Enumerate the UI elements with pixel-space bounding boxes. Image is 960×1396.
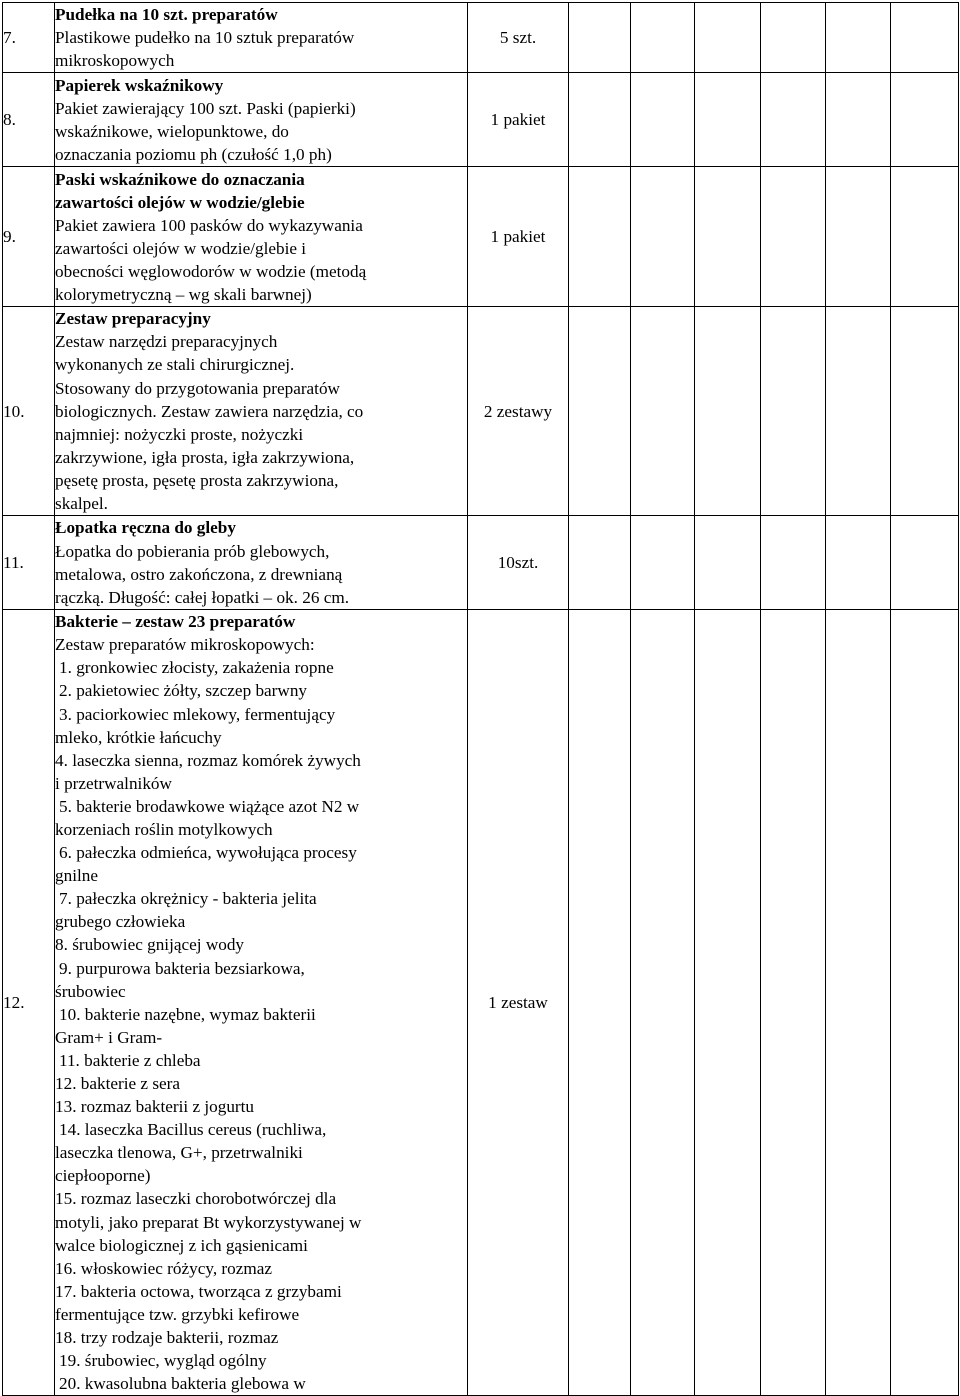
empty-cell: [761, 3, 826, 73]
item-description-line: ciepłooporne): [55, 1166, 151, 1186]
item-description-line: 4. laseczka sienna, rozmaz komórek żywych: [55, 750, 361, 770]
table-row: [3, 610, 959, 1396]
item-description-line: Zestaw narzędzi preparacyjnych: [55, 332, 278, 352]
empty-cell: [826, 167, 891, 307]
items-table: [2, 2, 959, 1396]
item-description-line: i przetrwalników: [55, 773, 172, 793]
item-description-line: wykonanych ze stali chirurgicznej.: [55, 355, 295, 375]
item-description: [55, 3, 468, 73]
item-description-line: 6. pałeczka odmieńca, wywołująca procesy: [59, 843, 357, 863]
item-description-line: 10. bakterie nazębne, wymaz bakterii: [59, 1004, 316, 1024]
item-quantity: 5 szt.: [468, 3, 569, 73]
empty-cell: [695, 307, 761, 516]
item-description-line: 19. śrubowiec, wygląd ogólny: [59, 1351, 267, 1371]
table-row: [3, 167, 959, 307]
empty-cell: [761, 73, 826, 167]
item-description-line: mikroskopowych: [55, 51, 175, 71]
item-description-line: oznaczania poziomu ph (czułość 1,0 ph): [55, 144, 332, 164]
item-quantity: 1 zestaw: [468, 610, 569, 1396]
item-description-line: 17. bakteria octowa, tworząca z grzybami: [55, 1281, 342, 1301]
row-number: 9.: [3, 167, 55, 307]
item-description-line: 14. laseczka Bacillus cereus (ruchliwa,: [59, 1120, 327, 1140]
empty-cell: [695, 516, 761, 610]
item-description-line: gnilne: [55, 866, 98, 886]
item-title: Łopatka ręczna do gleby: [55, 518, 236, 538]
item-description-line: Gram+ i Gram-: [55, 1027, 163, 1047]
items-table-body: [3, 3, 959, 1396]
empty-cell: [695, 610, 761, 1396]
item-quantity: 2 zestawy: [468, 307, 569, 516]
empty-cell: [569, 610, 631, 1396]
item-description-line: 13. rozmaz bakterii z jogurtu: [55, 1097, 255, 1117]
empty-cell: [826, 73, 891, 167]
item-description: [55, 167, 468, 307]
item-description: [55, 516, 468, 610]
table-row: [3, 307, 959, 516]
item-description-line: 18. trzy rodzaje bakterii, rozmaz: [55, 1328, 279, 1348]
empty-cell: [695, 73, 761, 167]
item-description-line: 2. pakietowiec żółty, szczep barwny: [59, 681, 308, 701]
item-description-line: 7. pałeczka okrężnicy - bakteria jelita: [59, 889, 317, 909]
item-description-line: grubego człowieka: [55, 912, 186, 932]
item-description-line: zawartości olejów w wodzie/glebie i: [55, 238, 307, 258]
item-description-line: kolorymetryczną – wg skali barwnej): [55, 284, 312, 304]
row-number: 10.: [3, 307, 55, 516]
empty-cell: [569, 516, 631, 610]
item-description-line: pęsetę prosta, pęsetę prosta zakrzywiona,: [55, 470, 339, 490]
item-description-line: mleko, krótkie łańcuchy: [55, 727, 222, 747]
item-description-line: metalowa, ostro zakończona, z drewnianą: [55, 564, 343, 584]
item-description-line: 1. gronkowiec złocisty, zakażenia ropne: [59, 658, 334, 678]
empty-cell: [761, 516, 826, 610]
empty-cell: [631, 610, 695, 1396]
empty-cell: [569, 73, 631, 167]
item-title: Papierek wskaźnikowy: [55, 75, 224, 95]
item-description-line: najmniej: nożyczki proste, nożyczki: [55, 424, 304, 444]
item-description-line: Stosowany do przygotowania preparatów: [55, 378, 340, 398]
item-description-line: zakrzywione, igła prosta, igła zakrzywiona,: [55, 447, 355, 467]
empty-cell: [569, 307, 631, 516]
item-description-line: 5. bakterie brodawkowe wiążące azot N2 w: [59, 796, 360, 816]
item-description-line: laseczka tlenowa, G+, przetrwalniki: [55, 1143, 303, 1163]
table-row: [3, 3, 959, 73]
item-description-line: 12. bakterie z sera: [55, 1074, 181, 1093]
item-description-line: skalpel.: [55, 494, 108, 514]
item-description-line: 11. bakterie z chleba: [59, 1050, 201, 1070]
item-description-line: 8. śrubowiec gnijącej wody: [55, 935, 245, 955]
row-number: 11.: [3, 516, 55, 610]
empty-cell: [695, 167, 761, 307]
item-description-line: Pakiet zawierający 100 szt. Paski (papierki): [55, 98, 356, 118]
empty-cell: [631, 516, 695, 610]
item-description-line: biologicznych. Zestaw zawiera narzędzia, co: [55, 401, 364, 421]
empty-cell: [761, 167, 826, 307]
empty-cell: [826, 307, 891, 516]
item-description-line: Zestaw preparatów mikroskopowych:: [55, 635, 315, 655]
item-description: [55, 73, 468, 167]
item-title-line: Paski wskaźnikowe do oznaczania: [55, 169, 305, 189]
empty-cell: [891, 516, 959, 610]
item-description-line: obecności węglowodorów w wodzie (metodą: [55, 261, 367, 281]
item-description-line: wskaźnikowe, wielopunktowe, do: [55, 121, 289, 141]
empty-cell: [631, 167, 695, 307]
item-description-line: walce biologicznej z ich gąsienicami: [55, 1235, 308, 1255]
item-description-line: 16. włoskowiec różycy, rozmaz: [55, 1258, 272, 1278]
item-description-line: śrubowiec: [55, 981, 126, 1001]
item-title: Bakterie – zestaw 23 preparatów: [55, 612, 296, 632]
empty-cell: [826, 516, 891, 610]
empty-cell: [631, 3, 695, 73]
empty-cell: [891, 3, 959, 73]
row-number: 8.: [3, 73, 55, 167]
table-row: [3, 516, 959, 610]
empty-cell: [761, 307, 826, 516]
empty-cell: [891, 73, 959, 167]
empty-cell: [631, 307, 695, 516]
item-description-line: 3. paciorkowiec mlekowy, fermentujący: [59, 704, 336, 724]
row-number: 12.: [3, 610, 55, 1396]
item-description-line: 20. kwasolubna bakteria glebowa w: [59, 1374, 306, 1394]
item-quantity: 1 pakiet: [468, 167, 569, 307]
empty-cell: [761, 610, 826, 1396]
empty-cell: [891, 610, 959, 1396]
table-row: [3, 73, 959, 167]
empty-cell: [631, 73, 695, 167]
empty-cell: [891, 307, 959, 516]
item-description-line: 15. rozmaz laseczki chorobotwórczej dla: [55, 1189, 337, 1209]
item-title-line: zawartości olejów w wodzie/glebie: [55, 192, 305, 212]
item-title: Pudełka na 10 szt. preparatów: [55, 5, 278, 24]
item-description-line: Pakiet zawiera 100 pasków do wykazywania: [55, 215, 363, 235]
item-description-line: fermentujące tzw. grzybki kefirowe: [55, 1304, 300, 1324]
item-quantity: 10szt.: [468, 516, 569, 610]
item-description-line: rączką. Długość: całej łopatki – ok. 26 cm.: [55, 587, 350, 607]
item-title: Zestaw preparacyjny: [55, 309, 211, 329]
row-number: 7.: [3, 3, 55, 73]
item-description-line: 9. purpurowa bakteria bezsiarkowa,: [59, 958, 305, 978]
empty-cell: [569, 3, 631, 73]
item-description-line: Plastikowe pudełko na 10 sztuk preparatów: [55, 28, 355, 48]
item-quantity: 1 pakiet: [468, 73, 569, 167]
empty-cell: [891, 167, 959, 307]
item-description: [55, 307, 468, 516]
item-description-line: Łopatka do pobierania prób glebowych,: [55, 541, 330, 561]
item-description-line: korzeniach roślin motylkowych: [55, 819, 273, 839]
empty-cell: [826, 3, 891, 73]
item-description: [55, 610, 468, 1396]
empty-cell: [695, 3, 761, 73]
empty-cell: [826, 610, 891, 1396]
empty-cell: [569, 167, 631, 307]
item-description-line: motyli, jako preparat Bt wykorzystywanej w: [55, 1212, 362, 1232]
